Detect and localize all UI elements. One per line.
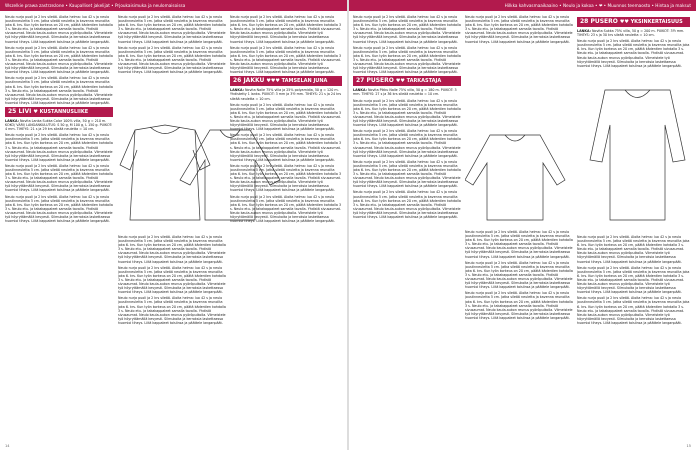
body-text: Neulo nurja puoli ja 2 krs sileää. Aloita helma: luo 42 s ja neulo joustinneuletta 5 cm. Jatka sileää neuletta ja kavenna reunoilta joka 6. krs. Kun työn korkeus on 20 cm, päätä kädentien kohdalla 3 s. Neulo etu- ja takakappaleet samalla tavalla. Yhdistä sivusaumat. Neulo kaula-aukon reunus pyöröpuikolla. Viimeistele työ höyryttämällä kevyesti. Silmukoita ja kerroksia laskettaessa huomioi tiheys. Liitä kappaleet toisiinsa ja päättele langanpäät. — [230, 133, 342, 162]
body-text: Neulo nurja puoli ja 2 krs sileää. Aloita helma: luo 42 s ja neulo joustinneuletta 5 cm. Jatka sileää neuletta ja kavenna reunoilta joka 6. krs. Kun työn korkeus on 20 cm, päätä kädentien kohdalla 3 s. Neulo etu- ja takakappaleet samalla tavalla. Yhdistä sivusaumat. Neulo kaula-aukon reunus pyöröpuikolla. Viimeistele työ höyryttämällä kevyesti. Silmukoita ja kerroksia laskettaessa huomioi tiheys. Liitä kappaleet toisiinsa ja päättele langanpäät. — [5, 133, 113, 162]
column-1: Neulo nurja puoli ja 2 krs sileää. Aloita helma: luo 42 s ja neulo joustinneuletta 5 cm. Jatka sileää neuletta ja kavenna reunoilta joka 6. krs. Kun työn korkeus on 20 cm, päätä kädentien kohdalla 3 s. Neulo etu- ja takakappaleet samalla tavalla. Yhdistä sivusaumat. Neulo kaula-aukon reunus pyöröpuikolla. Viimeistele työ höyryttämällä kevyesti. Silmukoita ja kerroksia laskettaessa huomioi tiheys. Liitä kappaleet toisiinsa ja päättele langanpäät. Neulo nurja puoli ja 2 krs sileää. Aloita helma: luo 42 s ja neulo joustinneuletta 5 cm. Jatka sileää neuletta ja kavenna reunoilta joka 6. krs. Kun työn korkeus on 20 cm, päätä kädentien kohdalla 3 s. Neulo etu- ja takakappaleet samalla tavalla. Yhdistä sivusaumat. Neulo kaula-aukon reunus pyöröpuikolla. Viimeistele työ höyryttämällä kevyesti. Silmukoita ja kerroksia laskettaessa huomioi tiheys. Liitä kappaleet toisiinsa ja päättele langanpäät. Neulo nurja puoli ja 2 krs sileää. Aloita helma: luo 42 s ja neulo joustinneuletta 5 cm. Jatka sileää neuletta ja kavenna reunoilta joka 6. krs. Kun työn korkeus on 20 cm, päätä kädentien kohdalla 3 s. Neulo etu- ja takakappaleet samalla tavalla. Yhdistä sivusaumat. Neulo kaula-aukon reunus pyöröpuikolla. Viimeistele työ höyryttämällä kevyesti. Silmukoita ja kerroksia laskettaessa huomioi tiheys. Liitä kappaleet toisiinsa ja päättele langanpäät. 25 LIVI ♥ KUSTANNUSLIIKE LANKA: Novita Lanka Sukka Color 100% villa, 50 g = 210 m. KOKO/ VÄRI/ LANGANKULUTUS: S 50 g, M 100 g, L 150 g. PUIKOT: 4 mm. TIHEYS: 21 s ja 29 krs sileää neuletta = 10 cm. Neulo nurja puoli ja 2 krs sileää. Aloita helma: luo 42 s ja neulo joustinneuletta 5 cm. Jatka sileää neuletta ja kavenna reunoilta joka 6. krs. Kun työn korkeus on 20 cm, päätä kädentien kohdalla 3 s. Neulo etu- ja takakappaleet samalla tavalla. Yhdistä sivusaumat. Neulo kaula-aukon reunus pyöröpuikolla. Viimeistele työ höyryttämällä kevyesti. Silmukoita ja kerroksia laskettaessa huomioi tiheys. Liitä kappaleet toisiinsa ja päättele langanpäät. Neulo nurja puoli ja 2 krs sileää. Aloita helma: luo 42 s ja neulo joustinneuletta 5 cm. Jatka sileää neuletta ja kavenna reunoilta joka 6. krs. Kun työn korkeus on 20 cm, päätä kädentien kohdalla 3 s. Neulo etu- ja takakappaleet samalla tavalla. Yhdistä sivusaumat. Neulo kaula-aukon reunus pyöröpuikolla. Viimeistele työ höyryttämällä kevyesti. Silmukoita ja kerroksia laskettaessa huomioi tiheys. Liitä kappaleet toisiinsa ja päättele langanpäät. Neulo nurja puoli ja 2 krs sileää. Aloita helma: luo 42 s ja neulo joustinneuletta 5 cm. Jatka sileää neuletta ja kavenna reunoilta joka 6. krs. Kun työn korkeus on 20 cm, päätä kädentien kohdalla 3 s. Neulo etu- ja takakappaleet samalla tavalla. Yhdistä sivusaumat. Neulo kaula-aukon reunus pyöröpuikolla. Viimeistele työ höyryttämällä kevyesti. Silmukoita ja kerroksia laskettaessa huomioi tiheys. Liitä kappaleet toisiinsa ja päättele langanpäät. — [5, 15, 113, 224]
body-text: Neulo nurja puoli ja 2 krs sileää. Aloita helma: luo 42 s ja neulo joustinneuletta 5 cm. Jatka sileää neuletta ja kavenna reunoilta joka 6. krs. Kun työn korkeus on 20 cm, päätä kädentien kohdalla 3 s. Neulo etu- ja takakappaleet samalla tavalla. Yhdistä sivusaumat. Neulo kaula-aukon reunus pyöröpuikolla. Viimeistele työ höyryttämällä kevyesti. Silmukoita ja kerroksia laskettaessa huomioi tiheys. Liitä kappaleet toisiinsa ja päättele langanpäät. — [577, 265, 690, 295]
body-text: Neulo nurja puoli ja 2 krs sileää. Aloita helma: luo 42 s ja neulo joustinneuletta 5 cm. Jatka sileää neuletta ja kavenna reunoilta joka 6. krs. Kun työn korkeus on 20 cm, päätä kädentien kohdalla 3 s. Neulo etu- ja takakappaleet samalla tavalla. Yhdistä sivusaumat. Neulo kaula-aukon reunus pyöröpuikolla. Viimeistele työ höyryttämällä kevyesti. Silmukoita ja kerroksia laskettaessa huomioi tiheys. Liitä kappaleet toisiinsa ja päättele langanpäät. — [353, 129, 461, 158]
body-text: Neulo nurja puoli ja 2 krs sileää. Aloita helma: luo 42 s ja neulo joustinneuletta 5 cm. Jatka sileää neuletta ja kavenna reunoilta joka 6. krs. Kun työn korkeus on 20 cm, päätä kädentien kohdalla 3 s. Neulo etu- ja takakappaleet samalla tavalla. Yhdistä sivusaumat. Neulo kaula-aukon reunus pyöröpuikolla. Viimeistele työ höyryttämällä kevyesti. Silmukoita ja kerroksia laskettaessa huomioi tiheys. Liitä kappaleet toisiinsa ja päättele langanpäät. — [5, 194, 113, 224]
body-text: Neulo nurja puoli ja 2 krs sileää. Aloita helma: luo 42 s ja neulo joustinneuletta 5 cm. Jatka sileää neuletta ja kavenna reunoilta joka 6. krs. Kun työn korkeus on 20 cm, päätä kädentien kohdalla 3 s. Neulo etu- ja takakappaleet samalla tavalla. Yhdistä sivusaumat. Neulo kaula-aukon reunus pyöröpuikolla. Viimeistele työ höyryttämällä kevyesti. Silmukoita ja kerroksia laskettaessa huomioi tiheys. Liitä kappaleet toisiinsa ja päättele langanpäät. — [118, 15, 226, 44]
body-text: Neulo nurja puoli ja 2 krs sileää. Aloita helma: luo 42 s ja neulo joustinneuletta 5 cm. Jatka sileää neuletta ja kavenna reunoilta joka 6. krs. Kun työn korkeus on 20 cm, päätä kädentien kohdalla 3 s. Neulo etu- ja takakappaleet samalla tavalla. Yhdistä sivusaumat. Neulo kaula-aukon reunus pyöröpuikolla. Viimeistele työ höyryttämällä kevyesti. Silmukoita ja kerroksia laskettaessa huomioi tiheys. Liitä kappaleet toisiinsa ja päättele langanpäät. — [5, 45, 113, 75]
body-text: Neulo nurja puoli ja 2 krs sileää. Aloita helma: luo 42 s ja neulo joustinneuletta 5 cm. Jatka sileää neuletta ja kavenna reunoilta joka 6. krs. Kun työn korkeus on 20 cm, päätä kädentien kohdalla 3 s. Neulo etu- ja takakappaleet samalla tavalla. Yhdistä sivusaumat. Neulo kaula-aukon reunus pyöröpuikolla. Viimeistele työ höyryttämällä kevyesti. Silmukoita ja kerroksia laskettaessa huomioi tiheys. Liitä kappaleet toisiinsa ja päättele langanpäät. — [577, 296, 690, 325]
section-header-27: 27 PUSERO ♥♥ TARKASTAJA — [353, 76, 461, 86]
body-text: Neulo nurja puoli ja 2 krs sileää. Aloita helma: luo 42 s ja neulo joustinneuletta 5 cm. Jatka sileää neuletta ja kavenna reunoilta joka 6. krs. Kun työn korkeus on 20 cm, päätä kädentien kohdalla 3 s. Neulo etu- ja takakappaleet samalla tavalla. Yhdistä sivusaumat. Neulo kaula-aukon reunus pyöröpuikolla. Viimeistele työ höyryttämällä kevyesti. Silmukoita ja kerroksia laskettaessa huomioi tiheys. Liitä kappaleet toisiinsa ja päättele langanpäät. — [353, 98, 461, 128]
body-text: Neulo nurja puoli ja 2 krs sileää. Aloita helma: luo 42 s ja neulo joustinneuletta 5 cm. Jatka sileää neuletta ja kavenna reunoilta joka 6. krs. Kun työn korkeus on 20 cm, päätä kädentien kohdalla 3 s. Neulo etu- ja takakappaleet samalla tavalla. Yhdistä sivusaumat. Neulo kaula-aukon reunus pyöröpuikolla. Viimeistele työ höyryttämällä kevyesti. Silmukoita ja kerroksia laskettaessa huomioi tiheys. Liitä kappaleet toisiinsa ja päättele langanpäät. — [465, 15, 573, 44]
column-4: Neulo nurja puoli ja 2 krs sileää. Aloita helma: luo 42 s ja neulo joustinneuletta 5 cm. Jatka sileää neuletta ja kavenna reunoilta joka 6. krs. Kun työn korkeus on 20 cm, päätä kädentien kohdalla 3 s. Neulo etu- ja takakappaleet samalla tavalla. Yhdistä sivusaumat. Neulo kaula-aukon reunus pyöröpuikolla. Viimeistele työ höyryttämällä kevyesti. Silmukoita ja kerroksia laskettaessa huomioi tiheys. Liitä kappaleet toisiinsa ja päättele langanpäät. Neulo nurja puoli ja 2 krs sileää. Aloita helma: luo 42 s ja neulo joustinneuletta 5 cm. Jatka sileää neuletta ja kavenna reunoilta joka 6. krs. Kun työn korkeus on 20 cm, päätä kädentien kohdalla 3 s. Neulo etu- ja takakappaleet samalla tavalla. Yhdistä sivusaumat. Neulo kaula-aukon reunus pyöröpuikolla. Viimeistele työ höyryttämällä kevyesti. Silmukoita ja kerroksia laskettaessa huomioi tiheys. Liitä kappaleet toisiinsa ja päättele langanpäät. 27 PUSERO ♥♥ TARKASTAJA LANKA: Novita Pikku Nalle 75% villa, 50 g = 180 m. PUIKOT: 3 mm. TIHEYS: 27 s ja 36 krs sileää neuletta = 10 cm. Neulo nurja puoli ja 2 krs sileää. Aloita helma: luo 42 s ja neulo joustinneuletta 5 cm. Jatka sileää neuletta ja kavenna reunoilta joka 6. krs. Kun työn korkeus on 20 cm, päätä kädentien kohdalla 3 s. Neulo etu- ja takakappaleet samalla tavalla. Yhdistä sivusaumat. Neulo kaula-aukon reunus pyöröpuikolla. Viimeistele työ höyryttämällä kevyesti. Silmukoita ja kerroksia laskettaessa huomioi tiheys. Liitä kappaleet toisiinsa ja päättele langanpäät. Neulo nurja puoli ja 2 krs sileää. Aloita helma: luo 42 s ja neulo joustinneuletta 5 cm. Jatka sileää neuletta ja kavenna reunoilta joka 6. krs. Kun työn korkeus on 20 cm, päätä kädentien kohdalla 3 s. Neulo etu- ja takakappaleet samalla tavalla. Yhdistä sivusaumat. Neulo kaula-aukon reunus pyöröpuikolla. Viimeistele työ höyryttämällä kevyesti. Silmukoita ja kerroksia laskettaessa huomioi tiheys. Liitä kappaleet toisiinsa ja päättele langanpäät. Neulo nurja puoli ja 2 krs sileää. Aloita helma: luo 42 s ja neulo joustinneuletta 5 cm. Jatka sileää neuletta ja kavenna reunoilta joka 6. krs. Kun työn korkeus on 20 cm, päätä kädentien kohdalla 3 s. Neulo etu- ja takakappaleet samalla tavalla. Yhdistä sivusaumat. Neulo kaula-aukon reunus pyöröpuikolla. Viimeistele työ höyryttämällä kevyesti. Silmukoita ja kerroksia laskettaessa huomioi tiheys. Liitä kappaleet toisiinsa ja päättele langanpäät. Neulo nurja puoli ja 2 krs sileää. Aloita helma: luo 42 s ja neulo joustinneuletta 5 cm. Jatka sileää neuletta ja kavenna reunoilta joka 6. krs. Kun työn korkeus on 20 cm, päätä kädentien kohdalla 3 s. Neulo etu- ja takakappaleet samalla tavalla. Yhdistä sivusaumat. Neulo kaula-aukon reunus pyöröpuikolla. Viimeistele työ höyryttämällä kevyesti. Silmukoita ja kerroksia laskettaessa huomioi tiheys. Liitä kappaleet toisiinsa ja päättele langanpäät. — [353, 15, 461, 220]
body-text: Neulo nurja puoli ja 2 krs sileää. Aloita helma: luo 42 s ja neulo joustinneuletta 5 cm. Jatka sileää neuletta ja kavenna reunoilta joka 6. krs. Kun työn korkeus on 20 cm, päätä kädentien kohdalla 3 s. Neulo etu- ja takakappaleet samalla tavalla. Yhdistä sivusaumat. Neulo kaula-aukon reunus pyöröpuikolla. Viimeistele työ höyryttämällä kevyesti. Silmukoita ja kerroksia laskettaessa huomioi tiheys. Liitä kappaleet toisiinsa ja päättele langanpäät. — [230, 163, 342, 193]
column-5-bottom — [465, 230, 573, 440]
section-header-28: 28 PUSERO ♥♥ YKSINKERTAISUUS — [577, 17, 690, 27]
body-text: Neulo nurja puoli ja 2 krs sileää. Aloita helma: luo 42 s ja neulo joustinneuletta 5 cm. Jatka sileää neuletta ja kavenna reunoilta joka 6. krs. Kun työn korkeus on 20 cm, päätä kädentien kohdalla 3 s. Neulo etu- ja takakappaleet samalla tavalla. Yhdistä sivusaumat. Neulo kaula-aukon reunus pyöröpuikolla. Viimeistele työ höyryttämällä kevyesti. Silmukoita ja kerroksia laskettaessa huomioi tiheys. Liitä kappaleet toisiinsa ja päättele langanpäät. — [230, 102, 342, 132]
column-6: 28 PUSERO ♥♥ YKSINKERTAISUUS LANKA: Novita Sukka 75% villa, 50 g = 200 m. PUIKOT: 3½ mm. TIHEYS: 23 s ja 30 krs sileää neuletta = 10 cm. Neulo nurja puoli ja 2 krs sileää. Aloita helma: luo 42 s ja neulo joustinneuletta 5 cm. Jatka sileää neuletta ja kavenna reunoilta joka 6. krs. Kun työn korkeus on 20 cm, päätä kädentien kohdalla 3 s. Neulo etu- ja takakappaleet samalla tavalla. Yhdistä sivusaumat. Neulo kaula-aukon reunus pyöröpuikolla. Viimeistele työ höyryttämällä kevyesti. Silmukoita ja kerroksia laskettaessa huomioi tiheys. Liitä kappaleet toisiinsa ja päättele langanpäät. — [577, 18, 690, 68]
body-text: Neulo nurja puoli ja 2 krs sileää. Aloita helma: luo 42 s ja neulo joustinneuletta 5 cm. Jatka sileää neuletta ja kavenna reunoilta joka 6. krs. Kun työn korkeus on 20 cm, päätä kädentien kohdalla 3 s. Neulo etu- ja takakappaleet samalla tavalla. Yhdistä sivusaumat. Neulo kaula-aukon reunus pyöröpuikolla. Viimeistele työ höyryttämällä kevyesti. Silmukoita ja kerroksia laskettaessa huomioi tiheys. Liitä kappaleet toisiinsa ja päättele langanpäät. — [465, 291, 573, 320]
body-text: Neulo nurja puoli ja 2 krs sileää. Aloita helma: luo 42 s ja neulo joustinneuletta 5 cm. Jatka sileää neuletta ja kavenna reunoilta joka 6. krs. Kun työn korkeus on 20 cm, päätä kädentien kohdalla 3 s. Neulo etu- ja takakappaleet samalla tavalla. Yhdistä sivusaumat. Neulo kaula-aukon reunus pyöröpuikolla. Viimeistele työ höyryttämällä kevyesti. Silmukoita ja kerroksia laskettaessa huomioi tiheys. Liitä kappaleet toisiinsa ja päättele langanpäät. — [230, 194, 342, 224]
column-2-bottom — [118, 235, 226, 435]
page-spine — [347, 0, 349, 450]
body-text: Neulo nurja puoli ja 2 krs sileää. Aloita helma: luo 42 s ja neulo joustinneuletta 5 cm. Jatka sileää neuletta ja kavenna reunoilta joka 6. krs. Kun työn korkeus on 20 cm, päätä kädentien kohdalla 3 s. Neulo etu- ja takakappaleet samalla tavalla. Yhdistä sivusaumat. Neulo kaula-aukon reunus pyöröpuikolla. Viimeistele työ höyryttämällä kevyesti. Silmukoita ja kerroksia laskettaessa huomioi tiheys. Liitä kappaleet toisiinsa ja päättele langanpäät. — [353, 159, 461, 189]
section-header-25: 25 LIVI ♥ KUSTANNUSLIIKE — [5, 107, 113, 117]
column-6-bottom — [577, 235, 690, 435]
body-text: Neulo nurja puoli ja 2 krs sileää. Aloita helma: luo 42 s ja neulo joustinneuletta 5 cm. Jatka sileää neuletta ja kavenna reunoilta joka 6. krs. Kun työn korkeus on 20 cm, päätä kädentien kohdalla 3 s. Neulo etu- ja takakappaleet samalla tavalla. Yhdistä sivusaumat. Neulo kaula-aukon reunus pyöröpuikolla. Viimeistele työ höyryttämällä kevyesti. Silmukoita ja kerroksia laskettaessa huomioi tiheys. Liitä kappaleet toisiinsa ja päättele langanpäät. — [118, 296, 226, 325]
body-text: Neulo nurja puoli ja 2 krs sileää. Aloita helma: luo 42 s ja neulo joustinneuletta 5 cm. Jatka sileää neuletta ja kavenna reunoilta joka 6. krs. Kun työn korkeus on 20 cm, päätä kädentien kohdalla 3 s. Neulo etu- ja takakappaleet samalla tavalla. Yhdistä sivusaumat. Neulo kaula-aukon reunus pyöröpuikolla. Viimeistele työ höyryttämällä kevyesti. Silmukoita ja kerroksia laskettaessa huomioi tiheys. Liitä kappaleet toisiinsa ja päättele langanpäät. — [230, 45, 342, 75]
schematic-diagram-26 — [150, 120, 290, 230]
body-text: Neulo nurja puoli ja 2 krs sileää. Aloita helma: luo 42 s ja neulo joustinneuletta 5 cm. Jatka sileää neuletta ja kavenna reunoilta joka 6. krs. Kun työn korkeus on 20 cm, päätä kädentien kohdalla 3 s. Neulo etu- ja takakappaleet samalla tavalla. Yhdistä sivusaumat. Neulo kaula-aukon reunus pyöröpuikolla. Viimeistele työ höyryttämällä kevyesti. Silmukoita ja kerroksia laskettaessa huomioi tiheys. Liitä kappaleet toisiinsa ja päättele langanpäät. — [230, 15, 342, 44]
page-number-right: 15 — [686, 444, 691, 448]
body-text: Neulo nurja puoli ja 2 krs sileää. Aloita helma: luo 42 s ja neulo joustinneuletta 5 cm. Jatka sileää neuletta ja kavenna reunoilta joka 6. krs. Kun työn korkeus on 20 cm, päätä kädentien kohdalla 3 s. Neulo etu- ja takakappaleet samalla tavalla. Yhdistä sivusaumat. Neulo kaula-aukon reunus pyöröpuikolla. Viimeistele työ höyryttämällä kevyesti. Silmukoita ja kerroksia laskettaessa huomioi tiheys. Liitä kappaleet toisiinsa ja päättele langanpäät. — [118, 235, 226, 264]
body-text: Neulo nurja puoli ja 2 krs sileää. Aloita helma: luo 42 s ja neulo joustinneuletta 5 cm. Jatka sileää neuletta ja kavenna reunoilta joka 6. krs. Kun työn korkeus on 20 cm, päätä kädentien kohdalla 3 s. Neulo etu- ja takakappaleet samalla tavalla. Yhdistä sivusaumat. Neulo kaula-aukon reunus pyöröpuikolla. Viimeistele työ höyryttämällä kevyesti. Silmukoita ja kerroksia laskettaessa huomioi tiheys. Liitä kappaleet toisiinsa ja päättele langanpäät. — [577, 235, 690, 264]
body-text: Neulo nurja puoli ja 2 krs sileää. Aloita helma: luo 42 s ja neulo joustinneuletta 5 cm. Jatka sileää neuletta ja kavenna reunoilta joka 6. krs. Kun työn korkeus on 20 cm, päätä kädentien kohdalla 3 s. Neulo etu- ja takakappaleet samalla tavalla. Yhdistä sivusaumat. Neulo kaula-aukon reunus pyöröpuikolla. Viimeistele työ höyryttämällä kevyesti. Silmukoita ja kerroksia laskettaessa huomioi tiheys. Liitä kappaleet toisiinsa ja päättele langanpäät. — [465, 260, 573, 290]
body-text: Neulo nurja puoli ja 2 krs sileää. Aloita helma: luo 42 s ja neulo joustinneuletta 5 cm. Jatka sileää neuletta ja kavenna reunoilta joka 6. krs. Kun työn korkeus on 20 cm, päätä kädentien kohdalla 3 s. Neulo etu- ja takakappaleet samalla tavalla. Yhdistä sivusaumat. Neulo kaula-aukon reunus pyöröpuikolla. Viimeistele työ höyryttämällä kevyesti. Silmukoita ja kerroksia laskettaessa huomioi tiheys. Liitä kappaleet toisiinsa ja päättele langanpäät. — [353, 190, 461, 220]
page-number-left: 14 — [5, 444, 10, 448]
column-5-top — [465, 15, 573, 95]
section-header-26: 26 JAKKU ♥♥♥ TAMSELAN JUNA — [230, 76, 342, 86]
column-2-top — [118, 15, 226, 115]
body-text: Neulo nurja puoli ja 2 krs sileää. Aloita helma: luo 42 s ja neulo joustinneuletta 5 cm. Jatka sileää neuletta ja kavenna reunoilta joka 6. krs. Kun työn korkeus on 20 cm, päätä kädentien kohdalla 3 s. Neulo etu- ja takakappaleet samalla tavalla. Yhdistä sivusaumat. Neulo kaula-aukon reunus pyöröpuikolla. Viimeistele työ höyryttämällä kevyesti. Silmukoita ja kerroksia laskettaessa huomioi tiheys. Liitä kappaleet toisiinsa ja päättele langanpäät. — [353, 45, 461, 75]
body-text: Neulo nurja puoli ja 2 krs sileää. Aloita helma: luo 42 s ja neulo joustinneuletta 5 cm. Jatka sileää neuletta ja kavenna reunoilta joka 6. krs. Kun työn korkeus on 20 cm, päätä kädentien kohdalla 3 s. Neulo etu- ja takakappaleet samalla tavalla. Yhdistä sivusaumat. Neulo kaula-aukon reunus pyöröpuikolla. Viimeistele työ höyryttämällä kevyesti. Silmukoita ja kerroksia laskettaessa huomioi tiheys. Liitä kappaleet toisiinsa ja päättele langanpäät. — [118, 265, 226, 295]
body-text: Neulo nurja puoli ja 2 krs sileää. Aloita helma: luo 42 s ja neulo joustinneuletta 5 cm. Jatka sileää neuletta ja kavenna reunoilta joka 6. krs. Kun työn korkeus on 20 cm, päätä kädentien kohdalla 3 s. Neulo etu- ja takakappaleet samalla tavalla. Yhdistä sivusaumat. Neulo kaula-aukon reunus pyöröpuikolla. Viimeistele työ höyryttämällä kevyesti. Silmukoita ja kerroksia laskettaessa huomioi tiheys. Liitä kappaleet toisiinsa ja päättele langanpäät. — [118, 45, 226, 75]
header-right-text: Hilkka kahvasmaaikaaino • Neulo ja kokoa • ❤ • Muunnos teemaosto • Hintaa ja maksut — [504, 3, 691, 8]
body-text: Neulo nurja puoli ja 2 krs sileää. Aloita helma: luo 42 s ja neulo joustinneuletta 5 cm. Jatka sileää neuletta ja kavenna reunoilta joka 6. krs. Kun työn korkeus on 20 cm, päätä kädentien kohdalla 3 s. Neulo etu- ja takakappaleet samalla tavalla. Yhdistä sivusaumat. Neulo kaula-aukon reunus pyöröpuikolla. Viimeistele työ höyryttämällä kevyesti. Silmukoita ja kerroksia laskettaessa huomioi tiheys. Liitä kappaleet toisiinsa ja päättele langanpäät. — [5, 163, 113, 193]
schematic-diagram-28 — [585, 80, 690, 230]
body-text: Neulo nurja puoli ja 2 krs sileää. Aloita helma: luo 42 s ja neulo joustinneuletta 5 cm. Jatka sileää neuletta ja kavenna reunoilta joka 6. krs. Kun työn korkeus on 20 cm, päätä kädentien kohdalla 3 s. Neulo etu- ja takakappaleet samalla tavalla. Yhdistä sivusaumat. Neulo kaula-aukon reunus pyöröpuikolla. Viimeistele työ höyryttämällä kevyesti. Silmukoita ja kerroksia laskettaessa huomioi tiheys. Liitä kappaleet toisiinsa ja päättele langanpäät. — [465, 230, 573, 259]
body-text: Neulo nurja puoli ja 2 krs sileää. Aloita helma: luo 42 s ja neulo joustinneuletta 5 cm. Jatka sileää neuletta ja kavenna reunoilta joka 6. krs. Kun työn korkeus on 20 cm, päätä kädentien kohdalla 3 s. Neulo etu- ja takakappaleet samalla tavalla. Yhdistä sivusaumat. Neulo kaula-aukon reunus pyöröpuikolla. Viimeistele työ höyryttämällä kevyesti. Silmukoita ja kerroksia laskettaessa huomioi tiheys. Liitä kappaleet toisiinsa ja päättele langanpäät. — [353, 15, 461, 44]
schematic-diagram-27 — [465, 125, 573, 225]
body-text: Neulo nurja puoli ja 2 krs sileää. Aloita helma: luo 42 s ja neulo joustinneuletta 5 cm. Jatka sileää neuletta ja kavenna reunoilta joka 6. krs. Kun työn korkeus on 20 cm, päätä kädentien kohdalla 3 s. Neulo etu- ja takakappaleet samalla tavalla. Yhdistä sivusaumat. Neulo kaula-aukon reunus pyöröpuikolla. Viimeistele työ höyryttämällä kevyesti. Silmukoita ja kerroksia laskettaessa huomioi tiheys. Liitä kappaleet toisiinsa ja päättele langanpäät. — [577, 39, 690, 68]
body-text: Neulo nurja puoli ja 2 krs sileää. Aloita helma: luo 42 s ja neulo joustinneuletta 5 cm. Jatka sileää neuletta ja kavenna reunoilta joka 6. krs. Kun työn korkeus on 20 cm, päätä kädentien kohdalla 3 s. Neulo etu- ja takakappaleet samalla tavalla. Yhdistä sivusaumat. Neulo kaula-aukon reunus pyöröpuikolla. Viimeistele työ höyryttämällä kevyesti. Silmukoita ja kerroksia laskettaessa huomioi tiheys. Liitä kappaleet toisiinsa ja päättele langanpäät. — [5, 76, 113, 105]
body-text: Neulo nurja puoli ja 2 krs sileää. Aloita helma: luo 42 s ja neulo joustinneuletta 5 cm. Jatka sileää neuletta ja kavenna reunoilta joka 6. krs. Kun työn korkeus on 20 cm, päätä kädentien kohdalla 3 s. Neulo etu- ja takakappaleet samalla tavalla. Yhdistä sivusaumat. Neulo kaula-aukon reunus pyöröpuikolla. Viimeistele työ höyryttämällä kevyesti. Silmukoita ja kerroksia laskettaessa huomioi tiheys. Liitä kappaleet toisiinsa ja päättele langanpäät. — [5, 15, 113, 44]
header-left-text: Wszelkie prawa zastrzeżone • Kaupalliset jakelijat • Prjoukaisimuka ja neulomaisoissa — [5, 3, 186, 8]
column-3: Neulo nurja puoli ja 2 krs sileää. Aloita helma: luo 42 s ja neulo joustinneuletta 5 cm. Jatka sileää neuletta ja kavenna reunoilta joka 6. krs. Kun työn korkeus on 20 cm, päätä kädentien kohdalla 3 s. Neulo etu- ja takakappaleet samalla tavalla. Yhdistä sivusaumat. Neulo kaula-aukon reunus pyöröpuikolla. Viimeistele työ höyryttämällä kevyesti. Silmukoita ja kerroksia laskettaessa huomioi tiheys. Liitä kappaleet toisiinsa ja päättele langanpäät. Neulo nurja puoli ja 2 krs sileää. Aloita helma: luo 42 s ja neulo joustinneuletta 5 cm. Jatka sileää neuletta ja kavenna reunoilta joka 6. krs. Kun työn korkeus on 20 cm, päätä kädentien kohdalla 3 s. Neulo etu- ja takakappaleet samalla tavalla. Yhdistä sivusaumat. Neulo kaula-aukon reunus pyöröpuikolla. Viimeistele työ höyryttämällä kevyesti. Silmukoita ja kerroksia laskettaessa huomioi tiheys. Liitä kappaleet toisiinsa ja päättele langanpäät. 26 JAKKU ♥♥♥ TAMSELAN JUNA LANKA: Novita Nalle 75% villa ja 25% polyamidia, 50 g = 120 m. Yhdistetty 1 lanka. PUIKOT: 3 mm ja 3½ mm. TIHEYS: 21 s ja 24 krs sileää neuletta = 10 cm. Neulo nurja puoli ja 2 krs sileää. Aloita helma: luo 42 s ja neulo joustinneuletta 5 cm. Jatka sileää neuletta ja kavenna reunoilta joka 6. krs. Kun työn korkeus on 20 cm, päätä kädentien kohdalla 3 s. Neulo etu- ja takakappaleet samalla tavalla. Yhdistä sivusaumat. Neulo kaula-aukon reunus pyöröpuikolla. Viimeistele työ höyryttämällä kevyesti. Silmukoita ja kerroksia laskettaessa huomioi tiheys. Liitä kappaleet toisiinsa ja päättele langanpäät. Neulo nurja puoli ja 2 krs sileää. Aloita helma: luo 42 s ja neulo joustinneuletta 5 cm. Jatka sileää neuletta ja kavenna reunoilta joka 6. krs. Kun työn korkeus on 20 cm, päätä kädentien kohdalla 3 s. Neulo etu- ja takakappaleet samalla tavalla. Yhdistä sivusaumat. Neulo kaula-aukon reunus pyöröpuikolla. Viimeistele työ höyryttämällä kevyesti. Silmukoita ja kerroksia laskettaessa huomioi tiheys. Liitä kappaleet toisiinsa ja päättele langanpäät. Neulo nurja puoli ja 2 krs sileää. Aloita helma: luo 42 s ja neulo joustinneuletta 5 cm. Jatka sileää neuletta ja kavenna reunoilta joka 6. krs. Kun työn korkeus on 20 cm, päätä kädentien kohdalla 3 s. Neulo etu- ja takakappaleet samalla tavalla. Yhdistä sivusaumat. Neulo kaula-aukon reunus pyöröpuikolla. Viimeistele työ höyryttämällä kevyesti. Silmukoita ja kerroksia laskettaessa huomioi tiheys. Liitä kappaleet toisiinsa ja päättele langanpäät. Neulo nurja puoli ja 2 krs sileää. Aloita helma: luo 42 s ja neulo joustinneuletta 5 cm. Jatka sileää neuletta ja kavenna reunoilta joka 6. krs. Kun työn korkeus on 20 cm, päätä kädentien kohdalla 3 s. Neulo etu- ja takakappaleet samalla tavalla. Yhdistä sivusaumat. Neulo kaula-aukon reunus pyöröpuikolla. Viimeistele työ höyryttämällä kevyesti. Silmukoita ja kerroksia laskettaessa huomioi tiheys. Liitä kappaleet toisiinsa ja päättele langanpäät. — [230, 15, 342, 224]
